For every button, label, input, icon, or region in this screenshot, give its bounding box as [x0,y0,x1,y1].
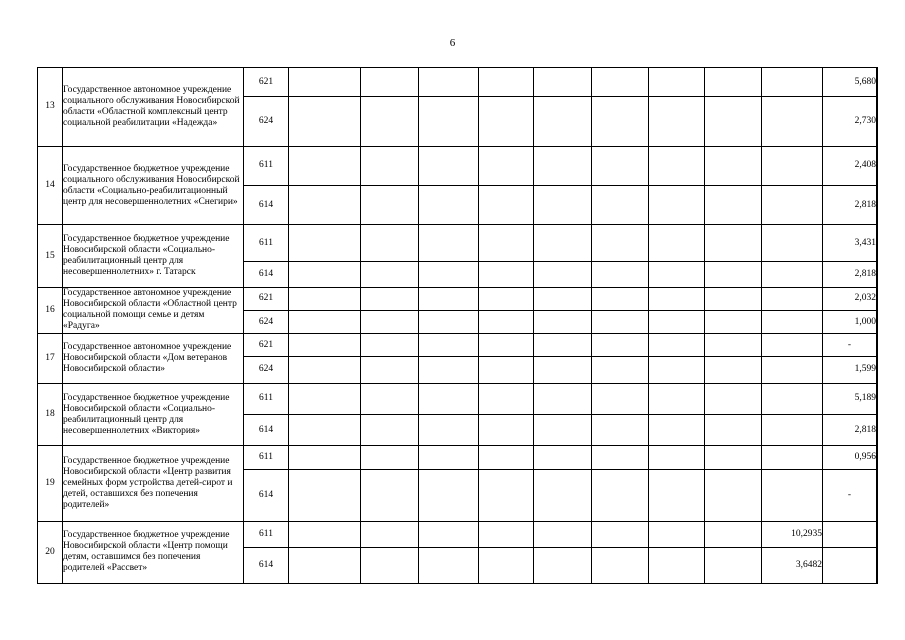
empty-cell [534,68,592,97]
institution-name: Государственное бюджетное учреждение Новосибирской области «Центр развития семейных форм устройства детей-сирот и детей, оставшихся без попечения родителей» [63,446,244,522]
empty-cell [592,415,649,446]
edge-cell [877,186,878,225]
value-cell-col13 [823,547,877,583]
empty-cell [419,383,479,414]
row-number: 15 [38,225,63,287]
table-row [38,68,878,97]
empty-cell [649,357,705,384]
edge-cell [877,261,878,287]
empty-cell [289,547,361,583]
value-cell-col13: 1,000 [823,310,877,333]
institution-name: Государственное автономное учреждение Новосибирской области «Дом ветеранов Новосибирской области» [63,334,244,384]
expense-code: 624 [244,357,289,384]
empty-cell [649,415,705,446]
empty-cell [361,469,419,521]
value-cell-col13 [823,521,877,547]
value-cell-col12 [762,68,823,97]
value-cell-col12 [762,287,823,310]
empty-cell [592,287,649,310]
empty-cell [592,521,649,547]
value-cell-col13: 2,818 [823,415,877,446]
row-number: 13 [38,68,63,147]
edge-cell [877,469,878,521]
value-cell-col13: 0,956 [823,446,877,470]
empty-cell [592,68,649,97]
institution-name: Государственное автономное учреждение социального обслуживания Новосибирской области «Областной комплексный центр социальной реабилитации «Надежда» [63,68,244,147]
empty-cell [705,225,762,261]
empty-cell [705,186,762,225]
empty-cell [479,68,534,97]
empty-cell [361,383,419,414]
value-cell-col12 [762,97,823,147]
expense-code: 614 [244,261,289,287]
empty-cell [289,186,361,225]
empty-cell [705,415,762,446]
empty-cell [705,383,762,414]
empty-cell [419,334,479,357]
empty-cell [479,310,534,333]
empty-cell [289,97,361,147]
empty-cell [705,310,762,333]
empty-cell [289,357,361,384]
value-cell-col12: 10,2935 [762,521,823,547]
empty-cell [289,261,361,287]
value-cell-col12 [762,186,823,225]
edge-cell [877,310,878,333]
value-cell-col12 [762,446,823,470]
empty-cell [479,225,534,261]
empty-cell [649,146,705,185]
empty-cell [705,547,762,583]
empty-cell [479,334,534,357]
empty-cell [479,357,534,384]
empty-cell [479,521,534,547]
empty-cell [419,186,479,225]
empty-cell [649,521,705,547]
empty-cell [361,334,419,357]
value-cell-col12 [762,383,823,414]
edge-cell [877,521,878,547]
empty-cell [419,261,479,287]
empty-cell [592,186,649,225]
empty-cell [479,446,534,470]
empty-cell [534,547,592,583]
empty-cell [705,469,762,521]
value-cell-col13: 3,431 [823,225,877,261]
empty-cell [592,547,649,583]
expense-code: 621 [244,68,289,97]
empty-cell [592,261,649,287]
empty-cell [705,446,762,470]
empty-cell [534,383,592,414]
empty-cell [419,225,479,261]
empty-cell [361,446,419,470]
empty-cell [592,97,649,147]
empty-cell [361,186,419,225]
empty-cell [534,261,592,287]
empty-cell [534,186,592,225]
table-row [38,225,878,261]
row-number: 19 [38,446,63,522]
empty-cell [419,68,479,97]
empty-cell [705,357,762,384]
empty-cell [419,287,479,310]
edge-cell [877,287,878,310]
empty-cell [592,383,649,414]
institution-name: Государственное бюджетное учреждение Новосибирской области «Социально-реабилитационный центр для несовершеннолетних» г. Татарск [63,225,244,287]
value-cell-col12 [762,146,823,185]
empty-cell [419,357,479,384]
expense-code: 614 [244,469,289,521]
empty-cell [289,68,361,97]
empty-cell [361,357,419,384]
empty-cell [419,310,479,333]
empty-cell [592,469,649,521]
empty-cell [419,97,479,147]
empty-cell [289,469,361,521]
expense-code: 611 [244,146,289,185]
empty-cell [705,287,762,310]
empty-cell [361,68,419,97]
edge-cell [877,225,878,261]
expense-code: 621 [244,287,289,310]
expense-code: 611 [244,446,289,470]
row-number: 18 [38,383,63,445]
row-number: 16 [38,287,63,334]
empty-cell [289,287,361,310]
empty-cell [289,521,361,547]
empty-cell [361,287,419,310]
empty-cell [479,287,534,310]
empty-cell [361,225,419,261]
empty-cell [361,547,419,583]
edge-cell [877,547,878,583]
value-cell-col12 [762,415,823,446]
empty-cell [649,97,705,147]
empty-cell [289,415,361,446]
empty-cell [534,97,592,147]
empty-cell [649,547,705,583]
table-row [38,383,878,414]
value-cell-col13: - [823,469,877,521]
empty-cell [479,146,534,185]
empty-cell [534,521,592,547]
edge-cell [877,415,878,446]
empty-cell [649,334,705,357]
table-row [38,446,878,470]
empty-cell [592,225,649,261]
expense-code: 611 [244,383,289,414]
empty-cell [534,334,592,357]
value-cell-col13: 2,408 [823,146,877,185]
empty-cell [649,383,705,414]
empty-cell [289,225,361,261]
institution-name: Государственное бюджетное учреждение Новосибирской области «Центр помощи детям, оставшимся без попечения родителей «Рассвет» [63,521,244,583]
empty-cell [361,97,419,147]
empty-cell [534,357,592,384]
empty-cell [419,547,479,583]
empty-cell [705,521,762,547]
table-row [38,146,878,185]
table-row [38,521,878,547]
row-number: 20 [38,521,63,583]
empty-cell [419,521,479,547]
empty-cell [479,415,534,446]
empty-cell [649,68,705,97]
value-cell-col13: 5,680 [823,68,877,97]
empty-cell [289,310,361,333]
value-cell-col13: 2,730 [823,97,877,147]
expense-code: 614 [244,547,289,583]
empty-cell [705,97,762,147]
empty-cell [289,146,361,185]
institutions-table [37,67,878,584]
table-row [38,334,878,357]
expense-code: 624 [244,97,289,147]
empty-cell [649,225,705,261]
empty-cell [419,415,479,446]
expense-code: 624 [244,310,289,333]
value-cell-col13: - [823,334,877,357]
empty-cell [361,146,419,185]
value-cell-col12: 3,6482 [762,547,823,583]
value-cell-col12 [762,225,823,261]
value-cell-col13: 2,032 [823,287,877,310]
empty-cell [705,261,762,287]
empty-cell [592,446,649,470]
value-cell-col12 [762,310,823,333]
institution-name: Государственное бюджетное учреждение Новосибирской области «Социально-реабилитационный центр для несовершеннолетних «Виктория» [63,383,244,445]
institution-name: Государственное бюджетное учреждение социального обслуживания Новосибирской области «Социально-реабилитационный центр для несовершеннолетних «Снегири» [63,146,244,225]
empty-cell [479,547,534,583]
expense-code: 611 [244,521,289,547]
value-cell-col12 [762,469,823,521]
empty-cell [534,225,592,261]
empty-cell [705,146,762,185]
value-cell-col13: 5,189 [823,383,877,414]
value-cell-col13: 2,818 [823,186,877,225]
expense-code: 611 [244,225,289,261]
empty-cell [649,469,705,521]
empty-cell [592,146,649,185]
edge-cell [877,334,878,357]
empty-cell [534,146,592,185]
edge-cell [877,446,878,470]
empty-cell [534,469,592,521]
empty-cell [592,310,649,333]
page-number: 6 [449,37,456,49]
row-number: 17 [38,334,63,384]
empty-cell [419,146,479,185]
empty-cell [534,446,592,470]
empty-cell [534,287,592,310]
empty-cell [649,261,705,287]
empty-cell [479,261,534,287]
edge-cell [877,68,878,97]
empty-cell [361,415,419,446]
table-row [38,287,878,310]
empty-cell [705,68,762,97]
empty-cell [479,186,534,225]
edge-cell [877,97,878,147]
empty-cell [705,334,762,357]
edge-cell [877,383,878,414]
empty-cell [289,383,361,414]
empty-cell [419,446,479,470]
empty-cell [361,521,419,547]
empty-cell [649,446,705,470]
expense-code: 614 [244,186,289,225]
empty-cell [419,469,479,521]
value-cell-col12 [762,334,823,357]
row-number: 14 [38,146,63,225]
empty-cell [534,415,592,446]
edge-cell [877,357,878,384]
empty-cell [592,357,649,384]
expense-code: 614 [244,415,289,446]
empty-cell [534,310,592,333]
value-cell-col13: 2,818 [823,261,877,287]
empty-cell [361,261,419,287]
edge-cell [877,146,878,185]
empty-cell [649,310,705,333]
empty-cell [289,446,361,470]
empty-cell [649,186,705,225]
institution-name: Государственное автономное учреждение Новосибирской области «Областной центр социальной помощи семье и детям «Радуга» [63,287,244,334]
empty-cell [479,97,534,147]
empty-cell [479,383,534,414]
empty-cell [479,469,534,521]
value-cell-col12 [762,357,823,384]
empty-cell [361,310,419,333]
empty-cell [649,287,705,310]
value-cell-col12 [762,261,823,287]
empty-cell [592,334,649,357]
value-cell-col13: 1,599 [823,357,877,384]
expense-code: 621 [244,334,289,357]
empty-cell [289,334,361,357]
